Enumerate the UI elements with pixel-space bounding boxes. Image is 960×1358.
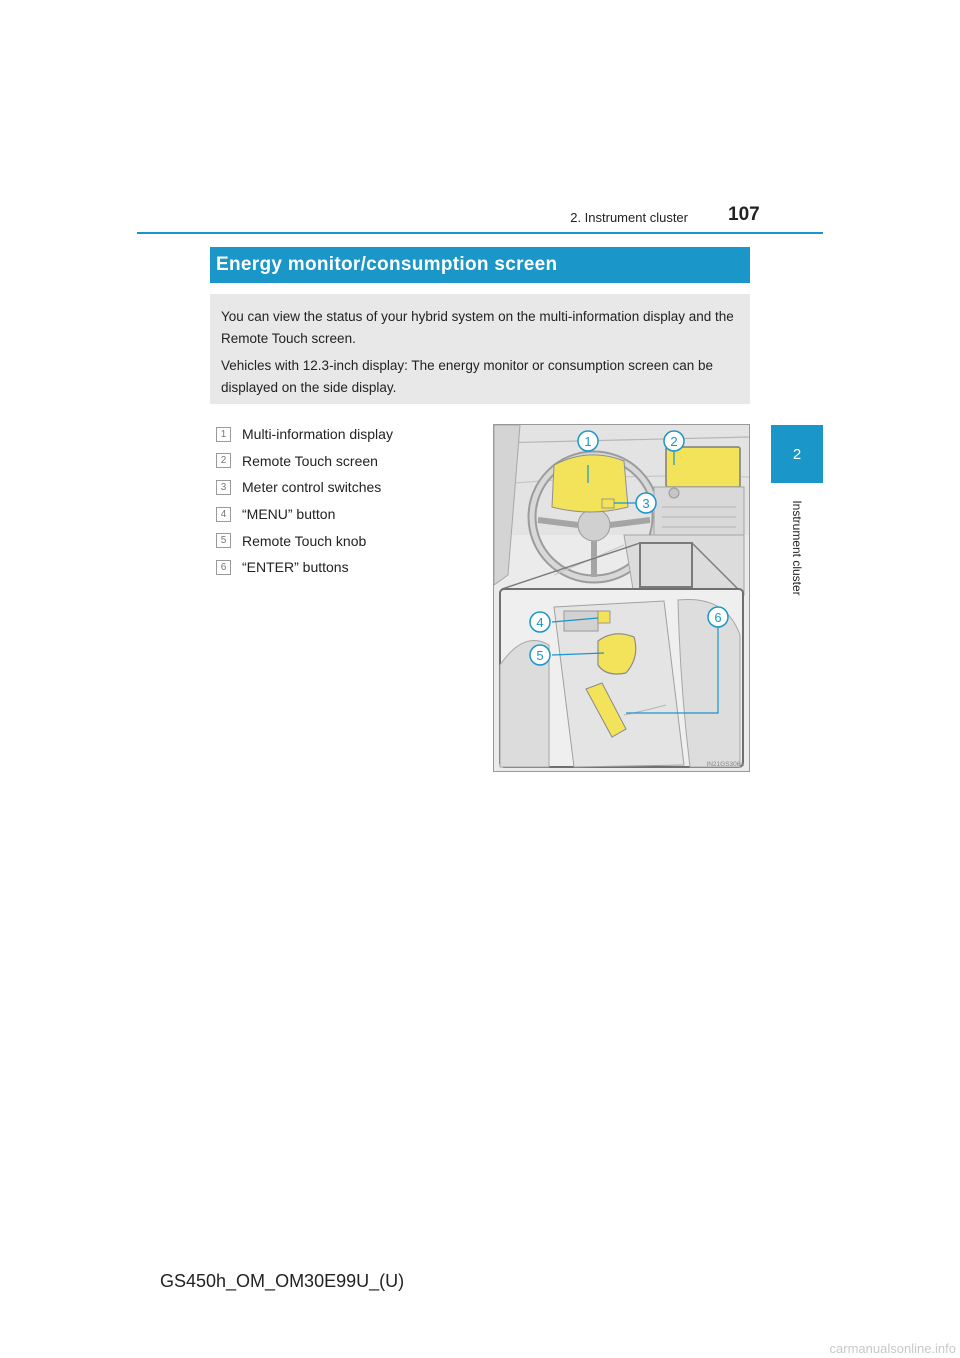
- figure-code: IN21GS306a: [706, 761, 744, 768]
- cockpit-illustration: [493, 424, 750, 772]
- header-rule: [137, 232, 823, 234]
- item-number: 1: [216, 427, 231, 442]
- item-label: Remote Touch screen: [242, 452, 378, 469]
- chapter-tab-label: Instrument cluster: [790, 500, 804, 596]
- callout-label: 5: [536, 648, 544, 663]
- item-label: “MENU” button: [242, 506, 336, 523]
- callout-label: 4: [536, 615, 544, 630]
- list-item: [216, 474, 486, 501]
- watermark: carmanualsonline.info: [829, 1341, 956, 1356]
- section-title-bar: [210, 247, 750, 283]
- list-item: [216, 527, 486, 554]
- intro-box: [210, 294, 750, 404]
- cockpit-drawing: [494, 425, 749, 771]
- section-title: Energy monitor/consumption screen: [216, 254, 558, 275]
- item-label: Multi-information display: [242, 426, 393, 443]
- item-label: Remote Touch knob: [242, 532, 367, 549]
- intro-paragraph: You can view the status of your hybrid system on the multi-information display and the Remote Touch screen.: [221, 309, 734, 346]
- item-number: 4: [216, 507, 231, 522]
- list-item: [216, 448, 486, 475]
- item-label: “ENTER” buttons: [242, 559, 349, 576]
- chapter-tab-number: 2: [792, 445, 802, 463]
- running-header-section: 2. Instrument cluster: [570, 210, 688, 225]
- chapter-tab: [771, 425, 823, 483]
- list-item: [216, 421, 486, 448]
- item-number: 3: [216, 480, 231, 495]
- callout-label: 6: [714, 610, 722, 625]
- intro-paragraph: Vehicles with 12.3-inch display: The energy monitor or consumption screen can be displayed on the side display.: [221, 358, 714, 395]
- callout-label: 2: [670, 434, 678, 449]
- item-number: 6: [216, 560, 231, 575]
- item-number: 5: [216, 533, 231, 548]
- list-item: [216, 554, 486, 581]
- callout-label: 1: [584, 434, 592, 449]
- page-number: 107: [728, 204, 760, 225]
- document-id: GS450h_OM_OM30E99U_(U): [160, 1271, 405, 1291]
- callout-label: 3: [642, 496, 650, 511]
- component-list: [216, 421, 486, 581]
- list-item: [216, 501, 486, 528]
- item-label: Meter control switches: [242, 479, 382, 496]
- item-number: 2: [216, 453, 231, 468]
